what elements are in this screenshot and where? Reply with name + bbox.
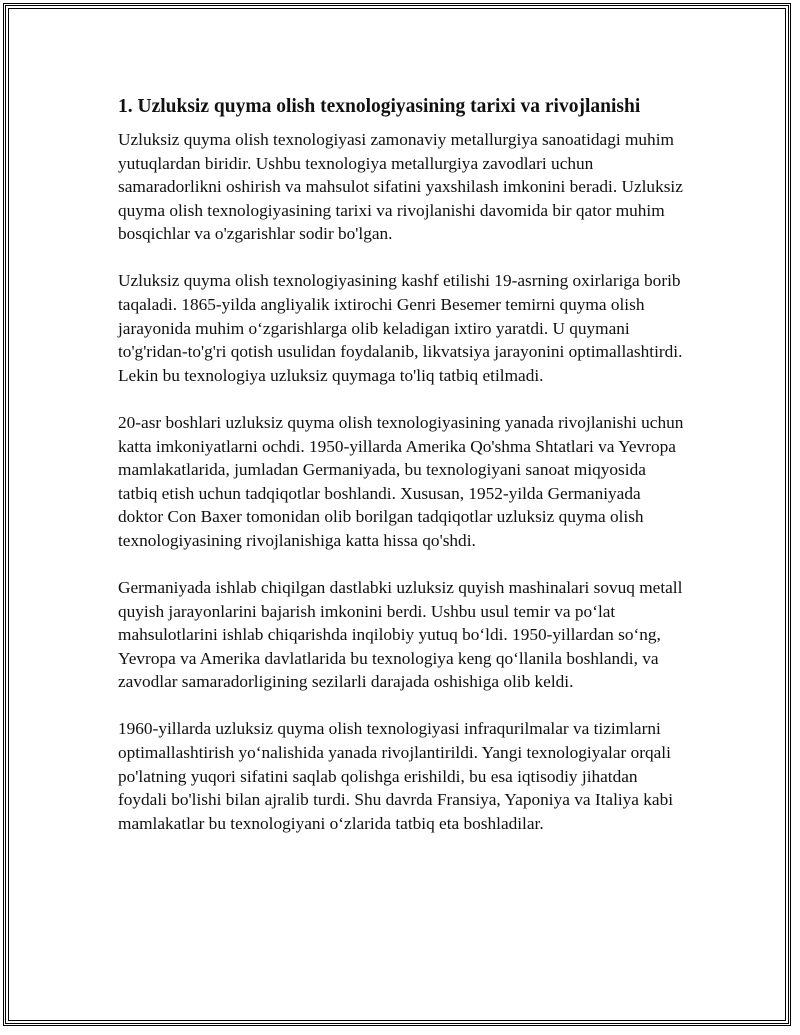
paragraph-4: Germaniyada ishlab chiqilgan dastlabki uzluksiz quyish mashinalari sovuq metall quyish jarayonlarini bajarish imkonini berdi. Ushbu usul temir va poʻlat mahsulotlarini ishlab chiqarishda inqilobiy yutuq boʻldi. 1950-yillardan soʻng, Yevropa va Amerika davlatlarida bu texnologiya keng qoʻllanila boshlandi, va zavodlar samaradorligining sezilarli darajada oshishiga olib keldi. [118, 578, 683, 692]
paragraph-1: Uzluksiz quyma olish texnologiyasi zamonaviy metallurgiya sanoatidagi muhim yutuqlardan biridir. Ushbu texnologiya metallurgiya zavodlari uchun samaradorlikni oshirish va mahsulot sifatini yaxshilash imkonini beradi. Uzluksiz quyma olish texnologiyasining tarixi va rivojlanishi davomida bir qator muhim bosqichlar va o'zgarishlar sodir bo'lgan. [118, 130, 683, 244]
section-heading: 1. Uzluksiz quyma olish texnologiyasining tarixi va rivojlanishi [118, 96, 641, 117]
paragraph-2: Uzluksiz quyma olish texnologiyasining kashf etilishi 19-asrning oxirlariga borib taqaladi. 1865-yilda angliyalik ixtirochi Genri Besemer temirni quyma olish jarayonida muhim oʻzgarishlarga olib keladigan ixtiro yaratdi. U quymani to'g'ridan-to'g'ri qotish usulidan foydalanib, likvatsiya jarayonini optimallashtirdi. Lekin bu texnologiya uzluksiz quymaga to'liq tatbiq etilmadi. [118, 271, 683, 385]
document-body [118, 94, 688, 859]
paragraph-3: 20-asr boshlari uzluksiz quyma olish texnologiyasining yanada rivojlanishi uchun katta imkoniyatlarni ochdi. 1950-yillarda Amerika Qo'shma Shtatlari va Yevropa mamlakatlarida, jumladan Germaniyada, bu texnologiyani sanoat miqyosida tatbiq etish uchun tadqiqotlar boshlandi. Xususan, 1952-yilda Germaniyada doktor Con Baxer tomonidan olib borilgan tadqiqotlar uzluksiz quyma olish texnologiyasining rivojlanishiga katta hissa qo'shdi. [118, 412, 684, 550]
paragraph-5: 1960-yillarda uzluksiz quyma olish texnologiyasi infraqurilmalar va tizimlarni optimallashtirish yoʻnalishida yanada rivojlantirildi. Yangi texnologiyalar orqali po'latning yuqori sifatini saqlab qolishga erishildi, bu esa iqtisodiy jihatdan foydali bo'lishi bilan ajralib turdi. Shu davrda Fransiya, Yaponiya va Italiya kabi mamlakatlar bu texnologiyani oʻzlarida tatbiq eta boshladilar. [118, 719, 674, 833]
